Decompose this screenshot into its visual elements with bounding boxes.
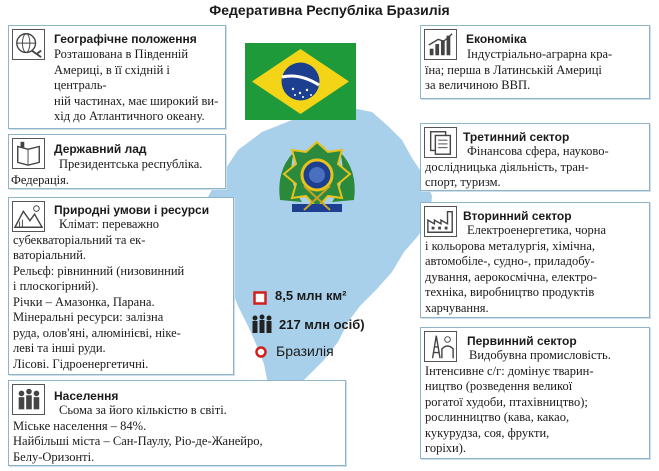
primary-title: Первинний сектор	[467, 334, 577, 348]
capital-label: Бразилія	[276, 343, 334, 359]
geography-title: Географічне положення	[54, 32, 197, 46]
economy-card	[420, 25, 650, 99]
nature-text: Клімат: переважно субекваторіальний та ек- ваторіальний. Рельєф: рівнинний (низовинний і плоскогірний). Річки – Амазонка, Парана. Мінеральні ресурси: залізна руда, олов'яні, алюмінієві, ніке- леві та інші руди. Лісові. Гідроенергетичні.	[13, 217, 185, 371]
page-title: Федеративна Республіка Бразилія	[209, 2, 450, 18]
population-card	[8, 380, 346, 466]
economy-title: Економіка	[466, 32, 527, 46]
nature-title: Природні умови і ресурси	[54, 203, 210, 217]
globe-icon	[12, 29, 45, 60]
geography-card	[8, 25, 226, 129]
population-title: Населення	[54, 389, 119, 403]
capital-marker-icon	[255, 346, 267, 358]
secondary-text: Електроенергетика, чорна і кольорова металургія, хімічна, автомобіле-, судно-, приладобу- дування, аерокосмічна, електро- техніка, виробництво продуктів харчування.	[425, 223, 607, 315]
population-value: 217 млн осіб)	[279, 317, 365, 332]
tertiary-title: Третинний сектор	[463, 130, 570, 144]
secondary-card	[420, 202, 650, 318]
state-card	[8, 134, 226, 189]
secondary-title: Вторинний сектор	[463, 209, 572, 223]
people-stat-icon	[250, 314, 274, 334]
state-title: Державний лад	[54, 142, 147, 156]
brazil-flag	[245, 43, 356, 120]
tertiary-card	[420, 123, 650, 191]
economy-text: Індустріально-аграрна кра- їна; перша в Латинській Америці за величиною ВВП.	[425, 47, 613, 92]
primary-text: Видобувна промисловість. Інтенсивне с/г: домінує тварин- ництво (розведення великої рогатої худоби, птахівництво); рослинництво (кава, какао, кукурудза, соя, фрукти, горіхи).	[425, 348, 611, 455]
primary-card	[420, 327, 650, 459]
nature-card	[8, 197, 234, 375]
area-square-icon	[253, 291, 267, 305]
state-text: Президентська республіка. Федерація.	[11, 157, 203, 187]
geography-text: Розташована в Південній Америці, в її східній і централь- ній частинах, має широкий ви- хід до Атлантичного океану.	[54, 47, 219, 123]
coat-of-arms-emblem	[272, 140, 362, 220]
area-value: 8,5 млн км²	[275, 288, 347, 303]
population-text: Сьома за його кількістю в світі. Міське населення – 84%. Найбільші міста – Сан-Паулу, Ріо-де-Жанейро, Белу-Оризонті.	[13, 403, 263, 464]
tertiary-text: Фінансова сфера, науково- дослідницька діяльність, тран- спорт, туризм.	[425, 144, 609, 189]
